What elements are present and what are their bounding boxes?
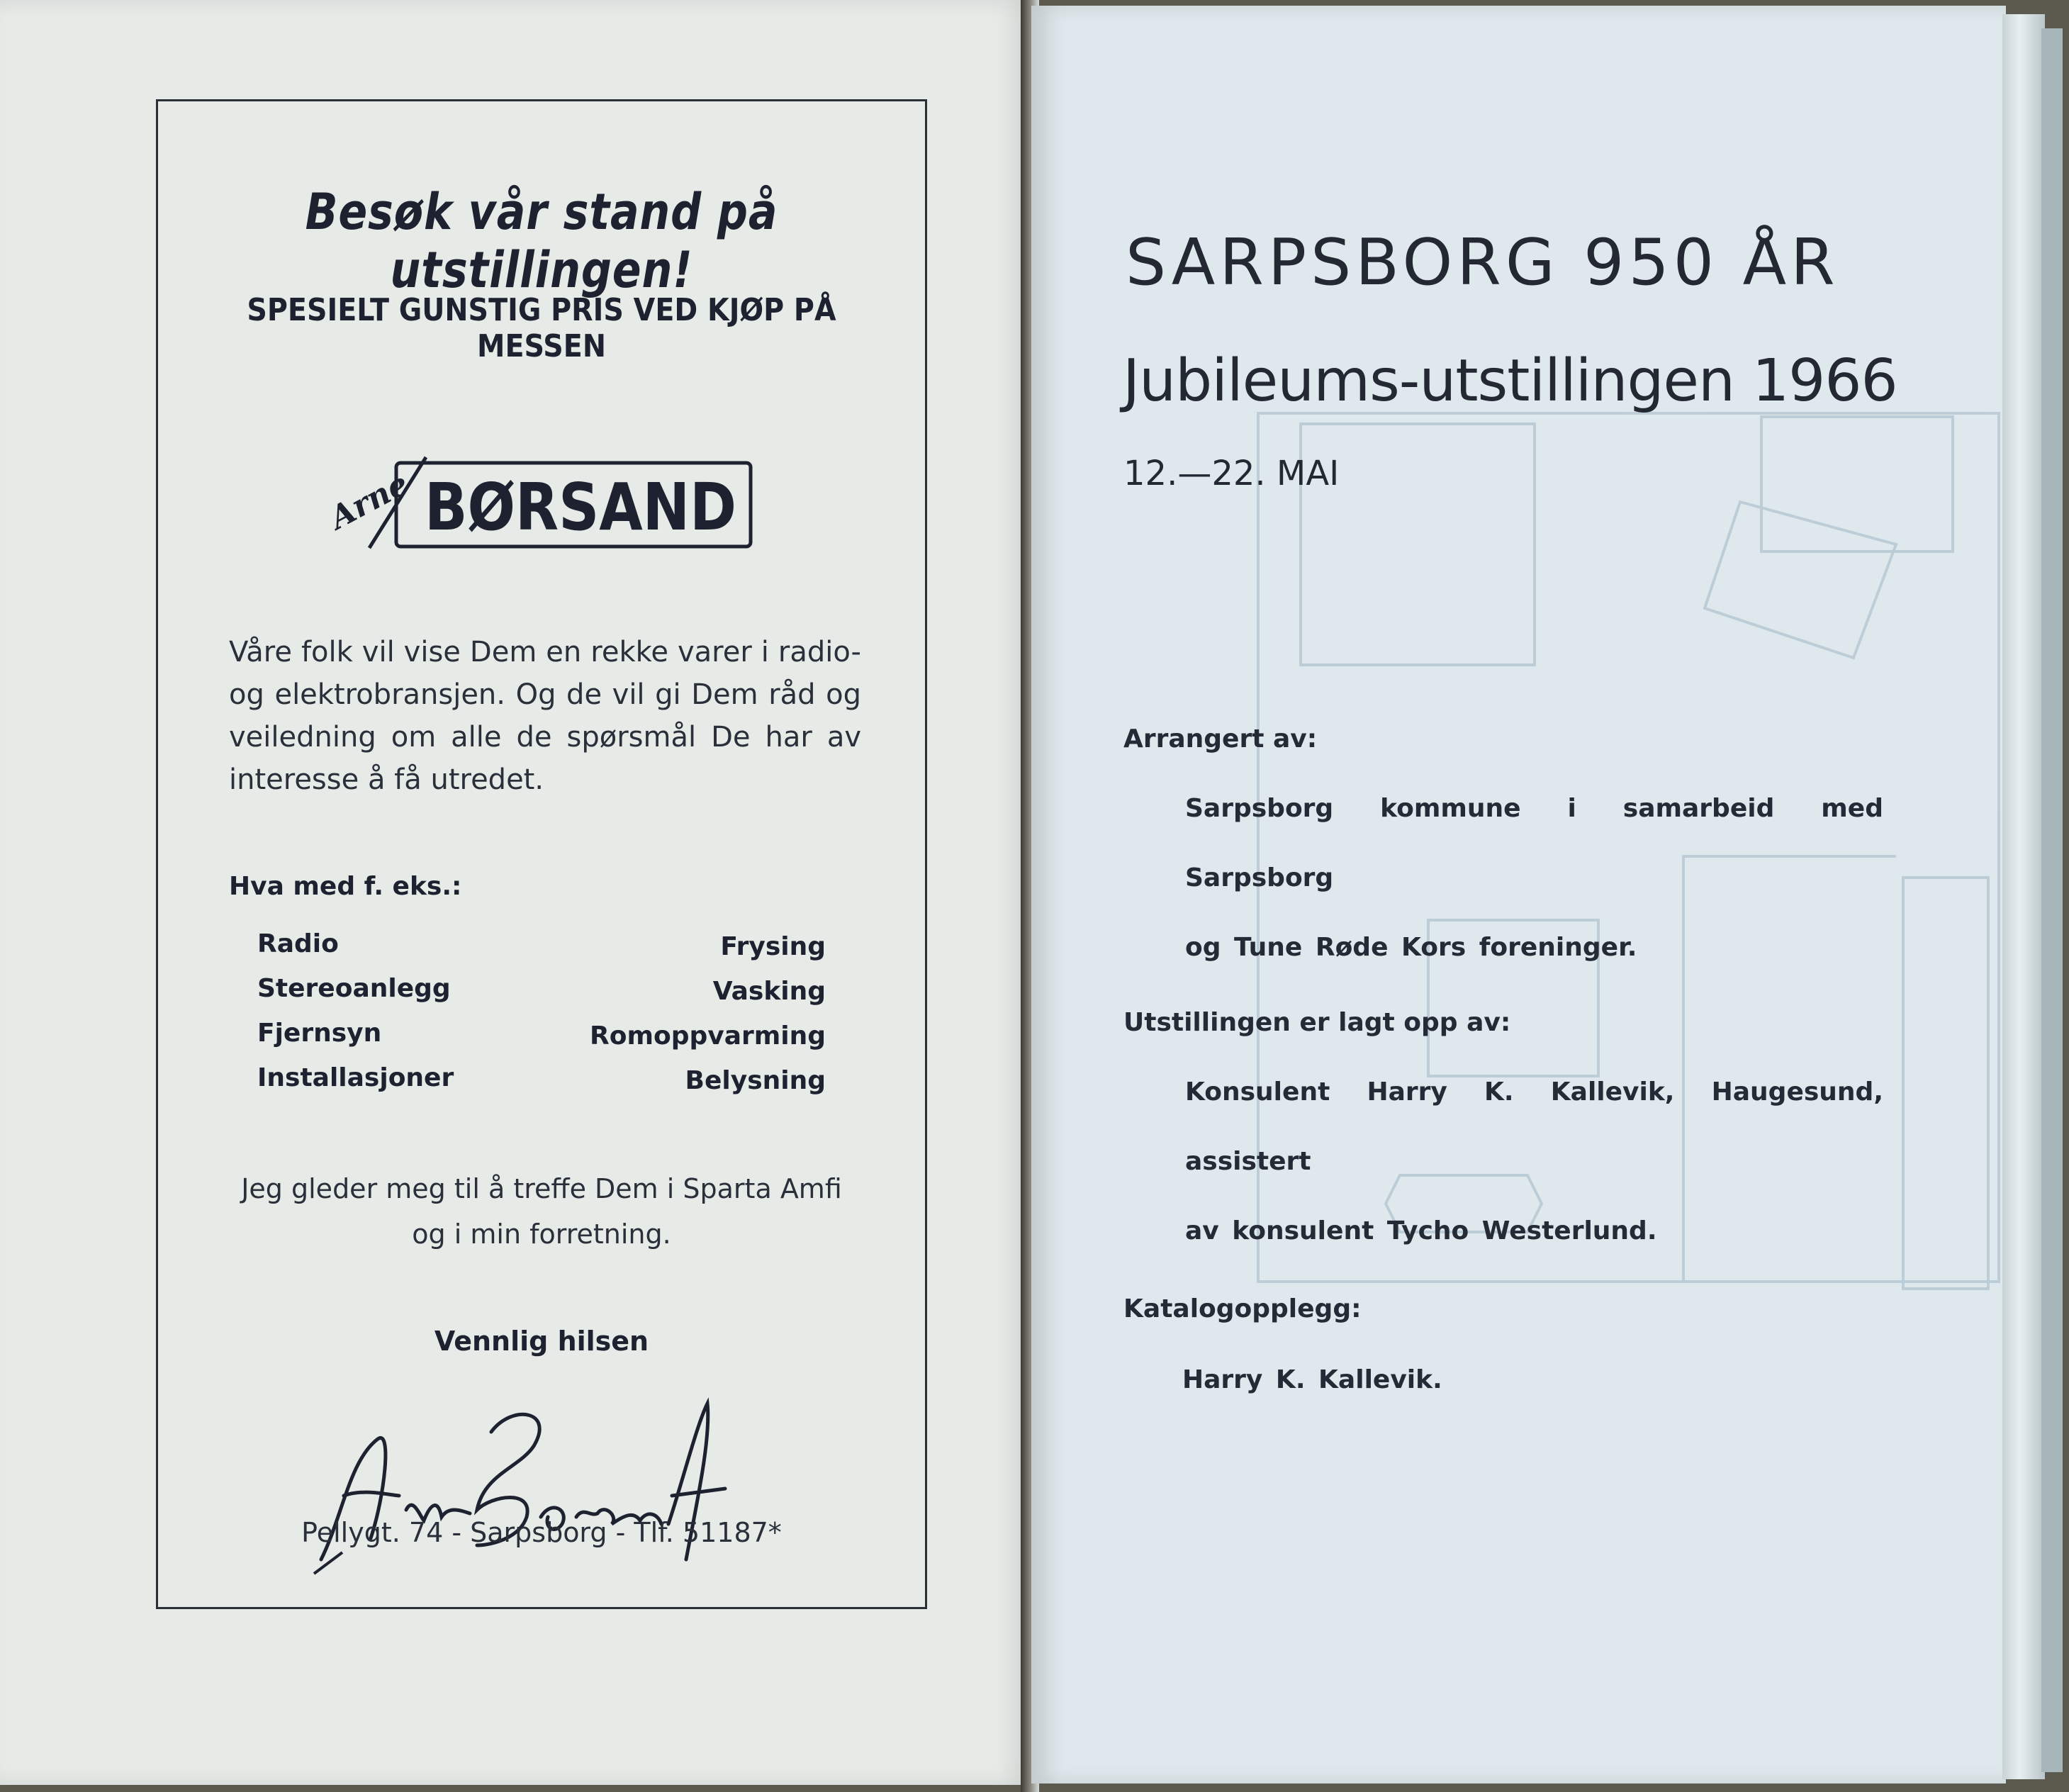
section-line: Sarpsborg kommune i samarbeid med Sarpsborg [1185,794,1883,892]
section-line: Konsulent Harry K. Kallevik, Haugesund, assistert [1185,1077,1883,1176]
section-label-layout: Utstillingen er lagt opp av: [1123,1008,1511,1037]
closing-line: Jeg gleder meg til å treffe Dem i Sparta Amfi [241,1173,842,1204]
borsand-logo [320,450,759,556]
section-line: og Tune Røde Kors foreninger. [1185,933,1637,962]
left-page [0,0,1026,1785]
ad-subheadline: SPESIELT GUNSTIG PRIS VED KJØP PÅ MESSEN [247,292,836,364]
store-address: Pellygt. 74 - Sarpsborg - Tlf. 51187* [301,1517,782,1548]
exhibition-dates: 12.—22. MAI [1123,454,1340,493]
section-text-organizer [1185,774,1883,982]
logo-wordmark: BØRSAND [425,469,736,545]
page-title: SARPSBORG 950 ÅR [1126,225,1839,300]
ad-headline: Besøk vår stand på utstillingen! [305,183,778,299]
page-edge [2041,28,2063,1772]
advertisement-frame [156,99,927,1609]
product-item: Vasking [712,977,826,1006]
page-subtitle: Jubileums-utstillingen 1966 [1123,347,1897,415]
ad-closing-text [201,1166,882,1257]
product-list-right [590,924,826,1103]
section-text-layout [1185,1058,1883,1266]
section-label-organizer: Arrangert av: [1123,724,1318,754]
logo-script-text: Arne [324,465,415,537]
page-edge [2002,14,2045,1779]
product-list-intro: Hva med f. eks.: [229,872,462,901]
handwritten-signature [300,1375,782,1616]
product-item: Belysning [685,1066,826,1095]
section-text-catalog [1182,1345,1880,1415]
product-item: Romoppvarming [590,1021,826,1051]
greeting: Vennlig hilsen [434,1326,649,1357]
ad-body-text: Våre folk vil vise Dem en rekke varer i radio- og elektrobransjen. Og de vil gi Dem råd og veiledning om alle de spørsmål De har av interesse å få utredet. [229,636,861,796]
product-item: Fjernsyn [257,1019,382,1048]
section-line: av konsulent Tycho Westerlund. [1185,1216,1657,1245]
product-list-left [257,922,454,1100]
product-item: Installasjoner [257,1063,454,1092]
section-label-catalog: Katalogopplegg: [1123,1294,1362,1323]
frame-top-rule [156,99,927,101]
product-item: Stereoanlegg [257,974,451,1003]
section-line: Harry K. Kallevik. [1182,1365,1442,1394]
product-item: Frysing [720,932,826,961]
closing-line: og i min forretning. [412,1219,671,1250]
product-item: Radio [257,929,339,958]
